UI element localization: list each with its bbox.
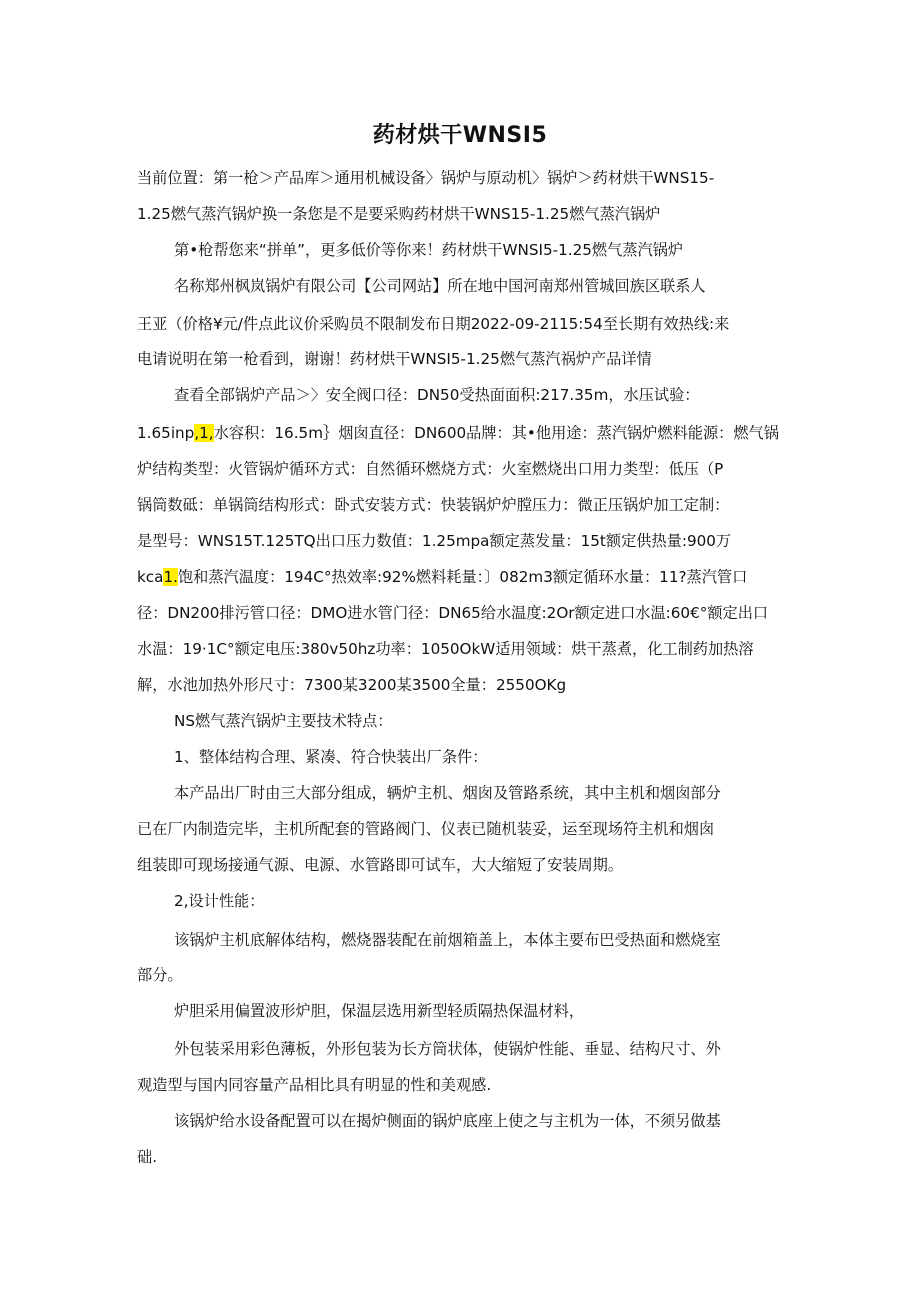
paragraph-line: 解，水池加热外形尺寸：7300某3200某3500全量：2550OKg: [137, 676, 567, 694]
paragraph-line: 名称郑州枫岚锅炉有限公司【公司网站】所在地中国河南郑州管城回族区联系人: [174, 277, 706, 295]
paragraph-line: 当前位置：第一枪＞产品库＞通用机械设备〉锅炉与原动机〉锅炉＞药材烘干WNS15-: [137, 169, 715, 187]
paragraph-line: 已在厂内制造完毕，主机所配套的管路阀门、仪表已随机装妥，运至现场符主机和烟囱: [137, 820, 715, 838]
paragraph-line: 本产品出厂时由三大部分组成，辆炉主机、烟囱及管路系统，其中主机和烟囱部分: [174, 784, 721, 802]
paragraph-line: 电请说明在第一枪看到，谢谢！药材烘干WNSI5-1.25燃气蒸汽祸炉产品详情: [137, 350, 652, 368]
paragraph-line: 该锅炉主机底解体结构，燃烧器装配在前烟箱盖上，本体主要布巴受热面和燃烧室: [174, 931, 721, 949]
paragraph-line: 水温：19·1C°额定电压:380v50hz功率：1050OkW适用领域：烘干蒸煮，化工制药加热溶: [137, 640, 754, 658]
paragraph-line: 部分。: [137, 966, 183, 984]
paragraph-line: 第•枪帮您来“拼单”，更多低价等你来！药材烘干WNSI5-1.25燃气蒸汽锅炉: [174, 241, 684, 259]
text-segment: kca: [137, 568, 164, 586]
paragraph-line: 组装即可现场接通气源、电源、水管路即可试车，大大缩短了安装周期。: [137, 856, 623, 874]
document-title: 药材烘干WNSI5: [372, 123, 548, 148]
paragraph-line: 径：DN200排污管口径：DMO进水管门径：DN65给水温度:2Or额定进口水温:60€°额定出口: [137, 604, 769, 622]
highlighted-text: ,1,: [194, 424, 214, 442]
paragraph-line: 查看全部锅炉产品＞〉安全阀口径：DN50受热面面积:217.35m，水压试验：: [174, 386, 700, 404]
paragraph-line: 1.25燃气蒸汽锅炉换一条您是不是要采购药材烘干WNS15-1.25燃气蒸汽锅炉: [137, 205, 661, 223]
paragraph-line: 外包装采用彩色薄板，外形包装为长方筒状体，使锅炉性能、垂显、结构尺寸、外: [174, 1040, 721, 1058]
highlighted-text: 1.: [163, 568, 178, 586]
paragraph-line: [137, 567, 747, 587]
paragraph-line: 础.: [137, 1148, 158, 1166]
paragraph-line: [137, 423, 779, 443]
paragraph-line: 炉结构类型：火管锅炉循环方式：自然循环燃烧方式：火室燃烧出口用力类型：低压（P: [137, 460, 724, 478]
paragraph-line: 王亚（价格¥元/件点此议价采购员不限制发布日期2022-09-2115:54至长期有效热线:来: [137, 315, 730, 333]
section-heading: NS燃气蒸汽锅炉主要技术特点：: [174, 712, 393, 730]
paragraph-line: 观造型与国内同容量产品相比具有明显的性和美观感.: [137, 1076, 492, 1094]
section-heading: 1、整体结构合理、紧凑、符合快装出厂条件：: [174, 748, 488, 766]
paragraph-line: 锅筒数砥：单锅筒结构形式：卧式安装方式：快装锅炉炉膛压力：微正压锅炉加工定制：: [137, 496, 730, 514]
paragraph-line: 炉胆采用偏置波形炉胆，保温层选用新型轻质隔热保温材料，: [174, 1002, 585, 1020]
paragraph-line: 是型号：WNS15T.125TQ出口压力数值：1.25mpa额定蒸发量：15t额定供热量:900万: [137, 532, 732, 550]
text-segment: 水容积：16.5m｝烟囱直径：DN600品牌：其•他用途：蒸汽锅炉燃料能源：燃气锅: [213, 424, 779, 442]
section-heading: 2,设计性能：: [174, 892, 265, 910]
text-segment: 1.65inp: [137, 424, 195, 442]
paragraph-line: 该锅炉给水设备配置可以在揭炉侧面的锅炉底座上使之与主机为一体，不须另做基: [174, 1112, 721, 1130]
text-segment: 饱和蒸汽温度：194C°热效率:92%燃料耗量：〕082m3额定循环水量：11?蒸汽管口: [177, 568, 748, 586]
